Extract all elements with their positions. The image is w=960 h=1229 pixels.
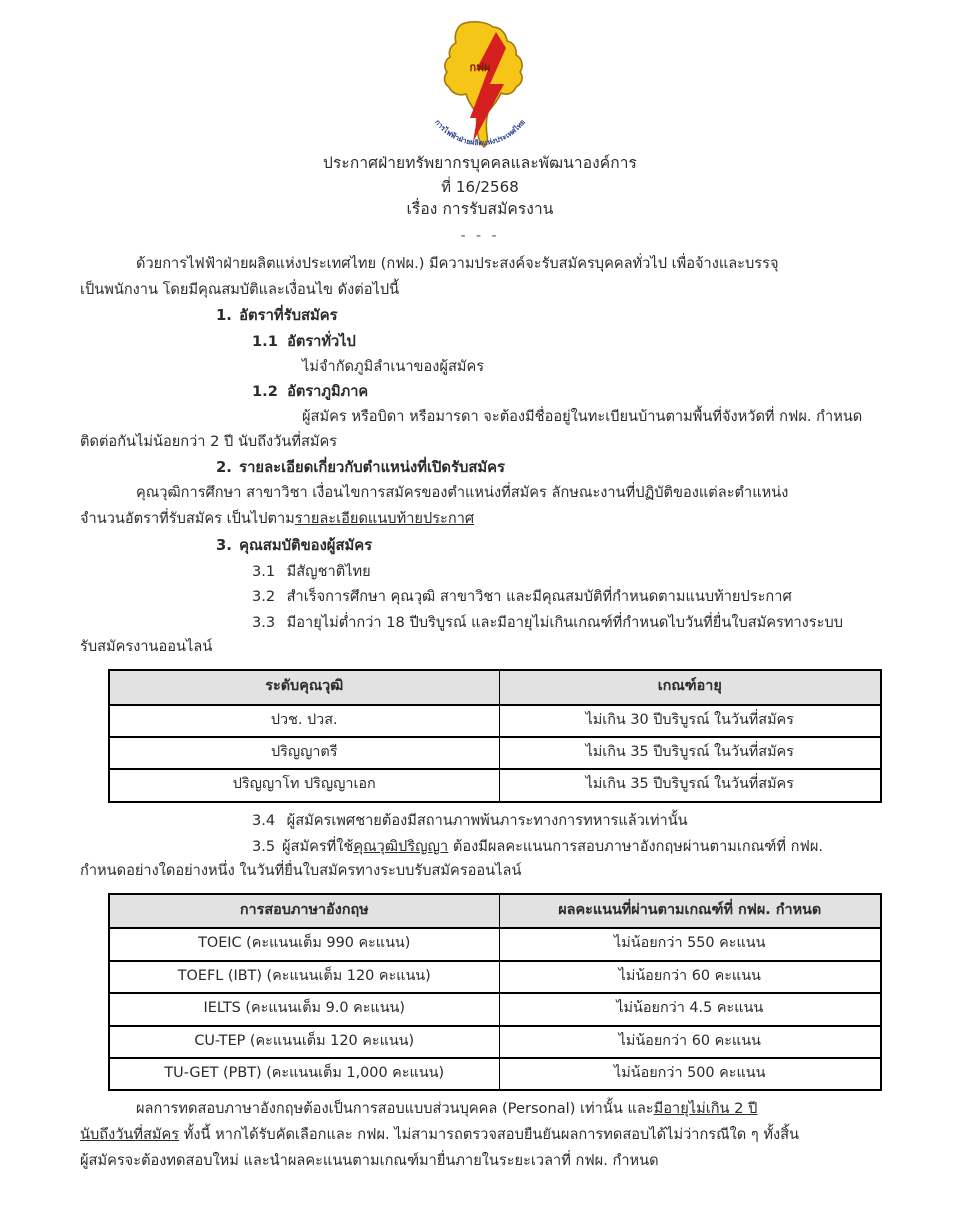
section-3-heading: [80, 534, 880, 558]
section-3-1-text: มีสัญชาติไทย: [286, 562, 371, 580]
section-3-3: [80, 611, 880, 635]
section-1-number: 1.: [216, 307, 232, 325]
english-table-cell-exam: CU-TEP (คะแนนเต็ม 120 คะแนน): [109, 1026, 499, 1058]
section-1-1-heading: [80, 330, 880, 354]
closing-line-1: [80, 1097, 880, 1121]
section-2-title: รายละเอียดเกี่ยวกับตำแหน่งที่เปิดรับสมัคร: [239, 459, 506, 477]
age-table-cell-age: ไม่เกิน 30 ปีบริบูรณ์ ในวันที่สมัคร: [499, 705, 881, 737]
table-row: [109, 1058, 881, 1090]
section-3-5: [80, 835, 880, 859]
english-table-cell-score: ไม่น้อยกว่า 4.5 คะแนน: [499, 993, 881, 1025]
section-3-5-number: 3.5: [252, 837, 276, 855]
table-row: [109, 737, 881, 769]
closing-line-3: ผู้สมัครจะต้องทดสอบใหม่ และนำผลคะแนนตามเกณฑ์มายื่นภายในระยะเวลาที่ กฟผ. กำหนด: [80, 1151, 659, 1169]
age-table-cell-qualification: ปริญญาตรี: [109, 737, 499, 769]
document-heading: [80, 152, 880, 222]
age-table-cell-qualification: ปริญญาโท ปริญญาเอก: [109, 769, 499, 801]
section-3-3-text-line-2: รับสมัครงานออนไลน์: [80, 638, 213, 656]
section-2-line-2-text: จำนวนอัตราที่รับสมัคร เป็นไปตาม: [80, 509, 295, 527]
announcement-number: ที่ 16/2568: [441, 177, 519, 196]
english-table-header-exam: การสอบภาษาอังกฤษ: [109, 894, 499, 928]
english-table-cell-exam: TOEFL (IBT) (คะแนนเต็ม 120 คะแนน): [109, 961, 499, 993]
table-row: [109, 993, 881, 1025]
age-criteria-table: [108, 669, 882, 803]
validity-period-emphasis: มีอายุไม่เกิน 2 ปี: [653, 1100, 758, 1118]
age-table-cell-age: ไม่เกิน 35 ปีบริบูรณ์ ในวันที่สมัคร: [499, 737, 881, 769]
age-table-cell-qualification: ปวช. ปวส.: [109, 705, 499, 737]
section-1-2-body-line-1: ผู้สมัคร หรือบิดา หรือมารดา จะต้องมีชื่ออยู่ในทะเบียนบ้านตามพื้นที่จังหวัดที่ กฟผ. กำหนด: [302, 408, 863, 426]
age-table-header-qualification: ระดับคุณวุฒิ: [109, 670, 499, 704]
section-3-5-text-post: ต้องมีผลคะแนนการสอบภาษาอังกฤษผ่านตามเกณฑ์ที่ กฟผ.: [448, 837, 824, 855]
table-row: [109, 961, 881, 993]
section-2-number: 2.: [216, 459, 232, 477]
heading-separator: - - -: [460, 227, 500, 244]
table-row: [109, 1026, 881, 1058]
section-3-3-number: 3.3: [252, 613, 276, 631]
section-3-2: [80, 585, 880, 609]
section-2-heading: [80, 456, 880, 480]
section-1-2-number: 1.2: [252, 383, 278, 401]
section-3-4-number: 3.4: [252, 811, 276, 829]
table-row: [109, 705, 881, 737]
intro-line-2: เป็นพนักงาน โดยมีคุณสมบัติและเงื่อนไข ดังต่อไปนี้: [80, 280, 400, 298]
section-3-title: คุณสมบัติของผู้สมัคร: [239, 536, 373, 554]
table-header-row: [109, 670, 881, 704]
closing-line-2-text: ทั้งนี้ หากได้รับคัดเลือกและ กฟผ. ไม่สามารถตรวจสอบยืนยันผลการทดสอบได้ไม่ว่ากรณีใด ๆ ทั้งสิ้น: [179, 1126, 800, 1144]
closing-line-2: [80, 1123, 880, 1147]
section-1-2-title: อัตราภูมิภาค: [287, 383, 369, 401]
english-table-cell-score: ไม่น้อยกว่า 60 คะแนน: [499, 1026, 881, 1058]
english-table-cell-score: ไม่น้อยกว่า 550 คะแนน: [499, 928, 881, 960]
announcement-topic: เรื่อง การรับสมัครงาน: [406, 200, 554, 219]
table-header-row: [109, 894, 881, 928]
section-3-2-text: สำเร็จการศึกษา คุณวุฒิ สาขาวิชา และมีคุณสมบัติที่กำหนดตามแนบท้ายประกาศ: [286, 588, 792, 606]
section-2-line-2: [80, 507, 880, 531]
table-row: [109, 928, 881, 960]
section-3-2-number: 3.2: [252, 588, 276, 606]
english-table-header-score: ผลคะแนนที่ผ่านตามเกณฑ์ที่ กฟผ. กำหนด: [499, 894, 881, 928]
section-3-5-text-line-2: กำหนดอย่างใดอย่างหนึ่ง ในวันที่ยื่นใบสมัครทางระบบรับสมัครออนไลน์: [80, 862, 522, 880]
logo-container: [80, 0, 880, 152]
section-1-2-heading: [80, 380, 880, 404]
english-table-cell-exam: IELTS (คะแนนเต็ม 9.0 คะแนน): [109, 993, 499, 1025]
section-3-5-text-pre: ผู้สมัครที่ใช้: [282, 837, 354, 855]
logo-arc-text: การไฟฟ้าฝ่ายผลิตแห่งประเทศไทย: [433, 117, 527, 148]
announcement-title: ประกาศฝ่ายทรัพยากรบุคคลและพัฒนาองค์การ: [323, 154, 637, 172]
section-2-line-1: คุณวุฒิการศึกษา สาขาวิชา เงื่อนไขการสมัครของตำแหน่งที่สมัคร ลักษณะงานที่ปฏิบัติของแต่ละตำแหน่ง: [136, 484, 789, 502]
section-3-3-text-line-1: มีอายุไม่ต่ำกว่า 18 ปีบริบูรณ์ และมีอายุไม่เกินเกณฑ์ที่กำหนดไบวันที่ยื่นใบสมัครทางระบบ: [286, 613, 843, 631]
application-date-emphasis: นับถึงวันที่สมัคร: [80, 1126, 180, 1144]
age-table-header-age: เกณฑ์อายุ: [499, 670, 881, 704]
degree-qualification-link[interactable]: คุณวุฒิปริญญา: [353, 837, 449, 855]
intro-line-1: ด้วยการไฟฟ้าฝ่ายผลิตแห่งประเทศไทย (กฟผ.) มีความประสงค์จะรับสมัครบุคคลทั่วไป เพื่อจ้างและบรรจุ: [136, 254, 779, 272]
section-3-1: [80, 560, 880, 584]
section-1-heading: [80, 304, 880, 328]
english-table-cell-exam: TOEIC (คะแนนเต็ม 990 คะแนน): [109, 928, 499, 960]
english-table-cell-score: ไม่น้อยกว่า 60 คะแนน: [499, 961, 881, 993]
closing-line-1-text: ผลการทดสอบภาษาอังกฤษต้องเป็นการสอบแบบส่วนบุคคล (Personal) เท่านั้น และ: [136, 1100, 654, 1118]
section-3-4-text: ผู้สมัครเพศชายต้องมีสถานภาพพ้นภาระทางการทหารแล้วเท่านั้น: [286, 811, 688, 829]
section-3-4: [80, 809, 880, 833]
section-1-1-body: ไม่จำกัดภูมิลำเนาของผู้สมัคร: [302, 357, 485, 375]
logo-acronym: กฟผ: [469, 61, 491, 74]
english-table-cell-score: ไม่น้อยกว่า 500 คะแนน: [499, 1058, 881, 1090]
section-1-title: อัตราที่รับสมัคร: [239, 307, 338, 325]
english-test-table: [108, 893, 882, 1092]
attachment-details-link[interactable]: รายละเอียดแนบท้ายประกาศ: [294, 509, 475, 527]
section-1-2-body-line-2: ติดต่อกันไม่น้อยกว่า 2 ปี นับถึงวันที่สมัคร: [80, 432, 338, 450]
section-1-1-number: 1.1: [252, 333, 278, 351]
document-body: [80, 252, 880, 1172]
section-1-1-title: อัตราทั่วไป: [287, 333, 356, 351]
english-table-cell-exam: TU-GET (PBT) (คะแนนเต็ม 1,000 คะแนน): [109, 1058, 499, 1090]
section-3-1-number: 3.1: [252, 562, 276, 580]
egat-logo: [410, 8, 550, 154]
section-3-number: 3.: [216, 536, 232, 554]
age-table-cell-age: ไม่เกิน 35 ปีบริบูรณ์ ในวันที่สมัคร: [499, 769, 881, 801]
table-row: [109, 769, 881, 801]
